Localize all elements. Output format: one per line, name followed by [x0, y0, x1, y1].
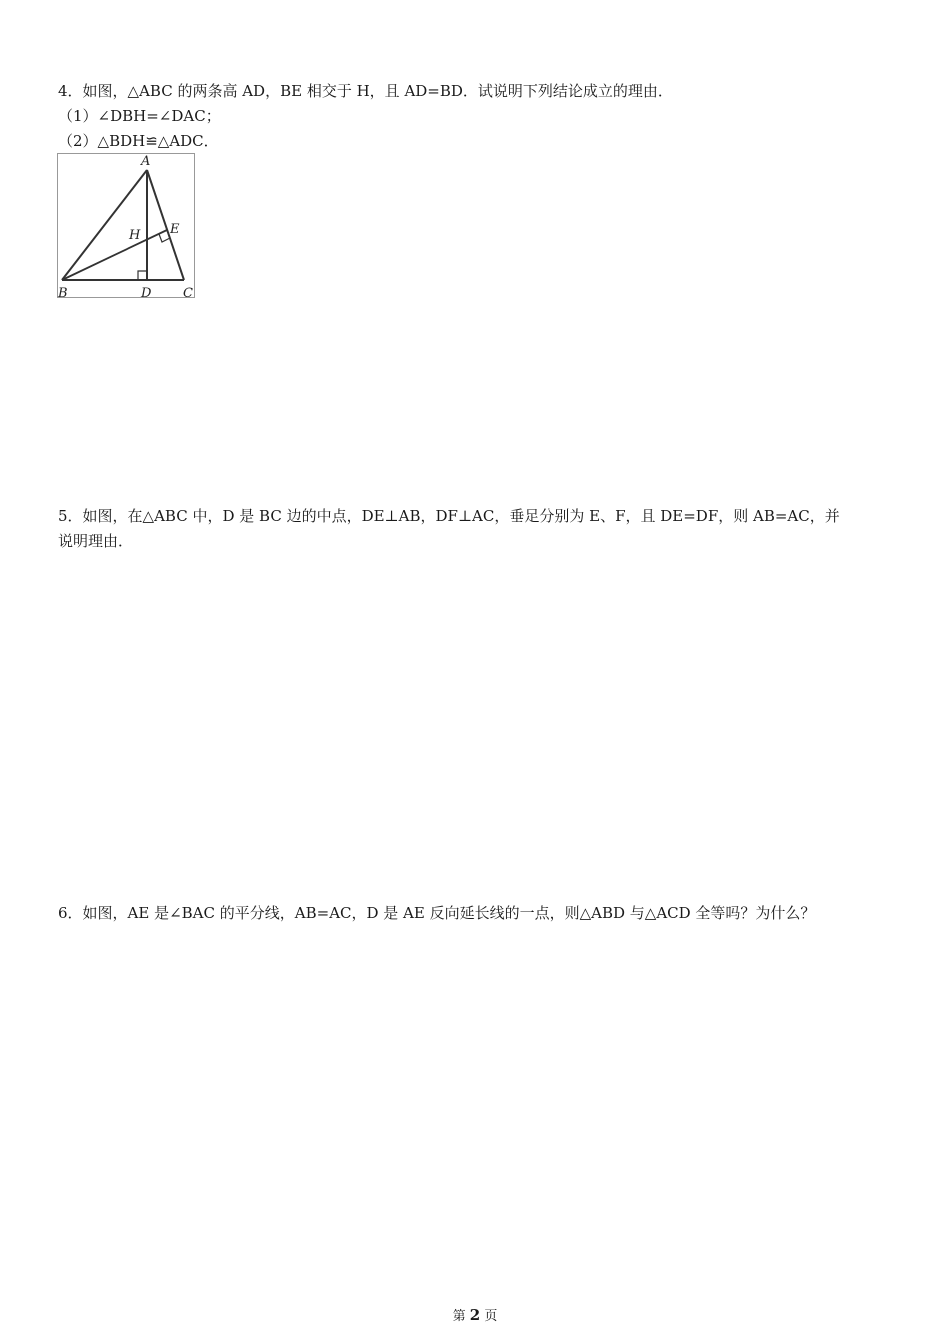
question-5-line-1: 5．如图，在△ABC 中，D 是 BC 边的中点，DE⊥AB，DF⊥AC，垂足分别为 E、F，且 DE=DF，则 AB=AC，并 [58, 507, 840, 525]
side-ab [62, 170, 147, 280]
page-number: 2 [469, 1306, 481, 1324]
altitude-be [62, 230, 167, 280]
page-footer [0, 1305, 950, 1324]
label-h: H [129, 228, 141, 243]
label-a: A [141, 154, 151, 169]
footer-prefix: 第 [452, 1309, 466, 1324]
footer-suffix: 页 [484, 1309, 498, 1324]
question-4-stem: 4．如图，△ABC 的两条高 AD，BE 相交于 H，且 AD=BD．试说明下列结论成立的理由． [58, 82, 673, 100]
question-4-part-1: （1）∠DBH=∠DAC； [58, 107, 221, 125]
label-e: E [170, 222, 180, 237]
label-d: D [141, 286, 152, 300]
question-6-stem: 6．如图，AE 是∠BAC 的平分线，AB=AC，D 是 AE 反向延长线的一点，则△ABD 与△ACD 全等吗？为什么？ [58, 904, 816, 922]
question-5-line-2: 说明理由． [58, 532, 134, 550]
label-b: B [58, 286, 68, 300]
label-c: C [183, 286, 193, 300]
right-angle-d [138, 271, 147, 280]
question-4-part-2: （2）△BDH≌△ADC． [58, 132, 219, 150]
triangle-figure [57, 153, 197, 300]
